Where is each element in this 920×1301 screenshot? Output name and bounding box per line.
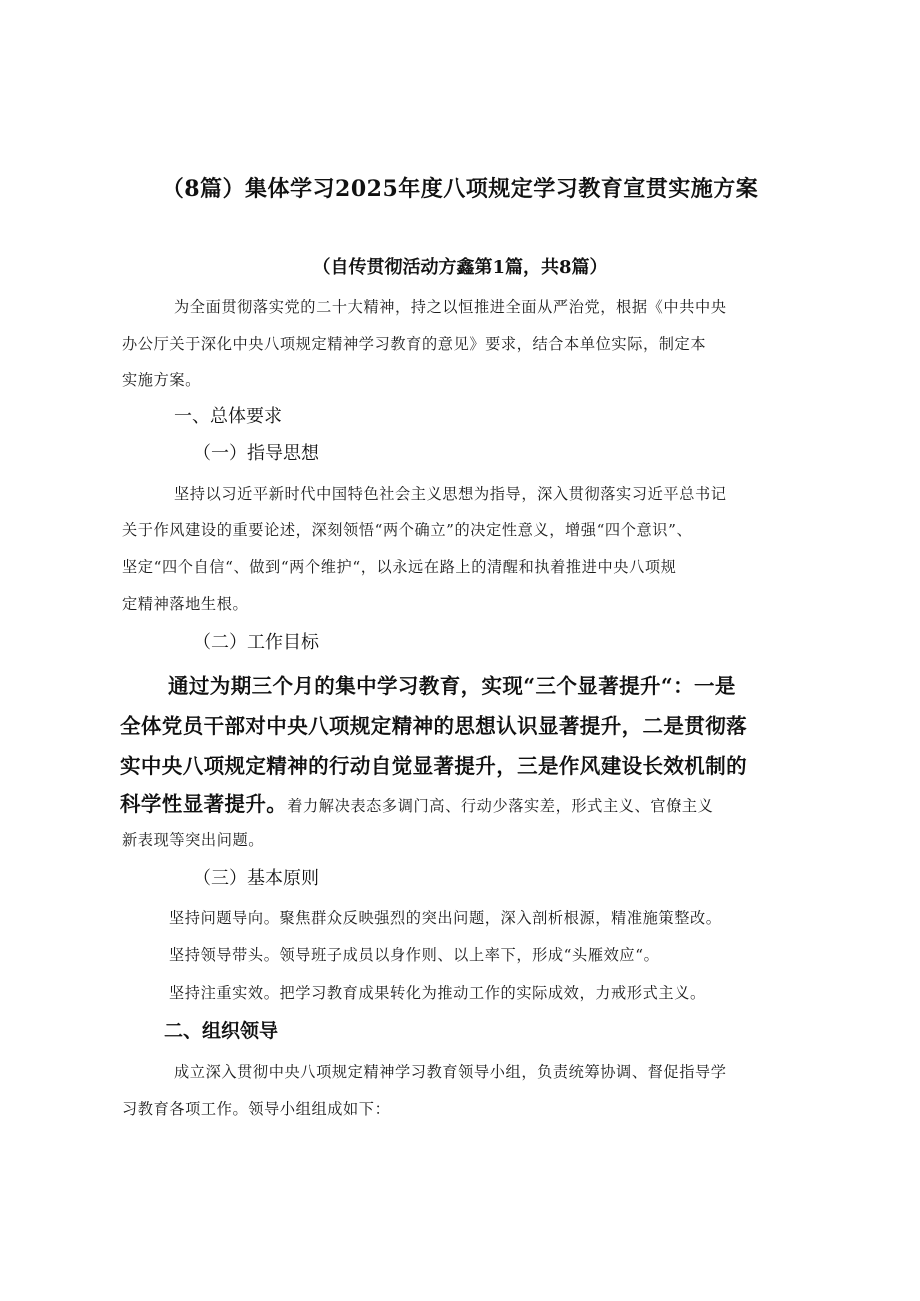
- org-line-1: 成立深入贯彻中央八项规定精神学习教育领导小组，负责统筹协调、督促指导学: [174, 1063, 727, 1081]
- section-1-1-heading: （一）指导思想: [193, 443, 319, 464]
- document-title: （8篇）集体学习2025年度八项规定学习教育宣贯实施方案: [161, 176, 759, 202]
- guiding-line-2: 关于作风建设的重要论述，深刻领悟“两个确立”的决定性意义，增强“四个意识”、: [122, 521, 693, 539]
- intro-line-2: 办公厅关于深化中央八项规定精神学习教育的意见》要求，结合本单位实际，制定本: [122, 335, 707, 353]
- goal-line-5: 新表现等突出问题。: [122, 831, 265, 849]
- goal-line-1: 通过为期三个月的集中学习教育，实现“三个显著提升“：一是: [168, 674, 736, 698]
- principle-line-2: 坚持领导带头。领导班子成员以身作则、以上率下，形成“头雁效应“。: [169, 946, 660, 964]
- goal-line-2: 全体党员干部对中央八项规定精神的思想认识显著提升，二是贯彻落: [120, 714, 747, 738]
- principle-line-3: 坚持注重实效。把学习教育成果转化为推动工作的实际成效，力戒形式主义。: [169, 984, 706, 1002]
- goal-line-4-emphasis: 科学性显著提升。: [120, 792, 288, 816]
- intro-line-3: 实施方案。: [122, 371, 201, 389]
- goal-line-4-rest: 着力解决表态多调门高、行动少落实差，形式主义、官僚主义: [287, 797, 714, 815]
- section-1-2-heading: （二）工作目标: [193, 632, 319, 653]
- intro-line-1: 为全面贯彻落实党的二十大精神，持之以恒推进全面从严治党，根据《中共中央: [174, 298, 727, 316]
- goal-line-4: [120, 794, 713, 815]
- principle-line-1: 坚持问题导向。聚焦群众反映强烈的突出问题，深入剖析根源，精准施策整改。: [169, 909, 722, 927]
- section-1-heading: 一、总体要求: [174, 406, 282, 427]
- section-2-heading: 二、组织领导: [164, 1020, 279, 1042]
- document-subtitle: （自传贯彻活动方鑫第1篇，共8篇）: [312, 257, 608, 278]
- guiding-line-1: 坚持以习近平新时代中国特色社会主义思想为指导，深入贯彻落实习近平总书记: [174, 485, 727, 503]
- guiding-line-3: 坚定“四个自信“、做到“两个维护“，以永远在路上的清醒和执着推进中央八项规: [122, 558, 677, 576]
- org-line-2: 习教育各项工作。领导小组组成如下：: [122, 1100, 391, 1118]
- guiding-line-4: 定精神落地生根。: [122, 595, 249, 613]
- goal-line-3: 实中央八项规定精神的行动自觉显著提升，三是作风建设长效机制的: [120, 754, 747, 778]
- section-1-3-heading: （三）基本原则: [193, 868, 319, 889]
